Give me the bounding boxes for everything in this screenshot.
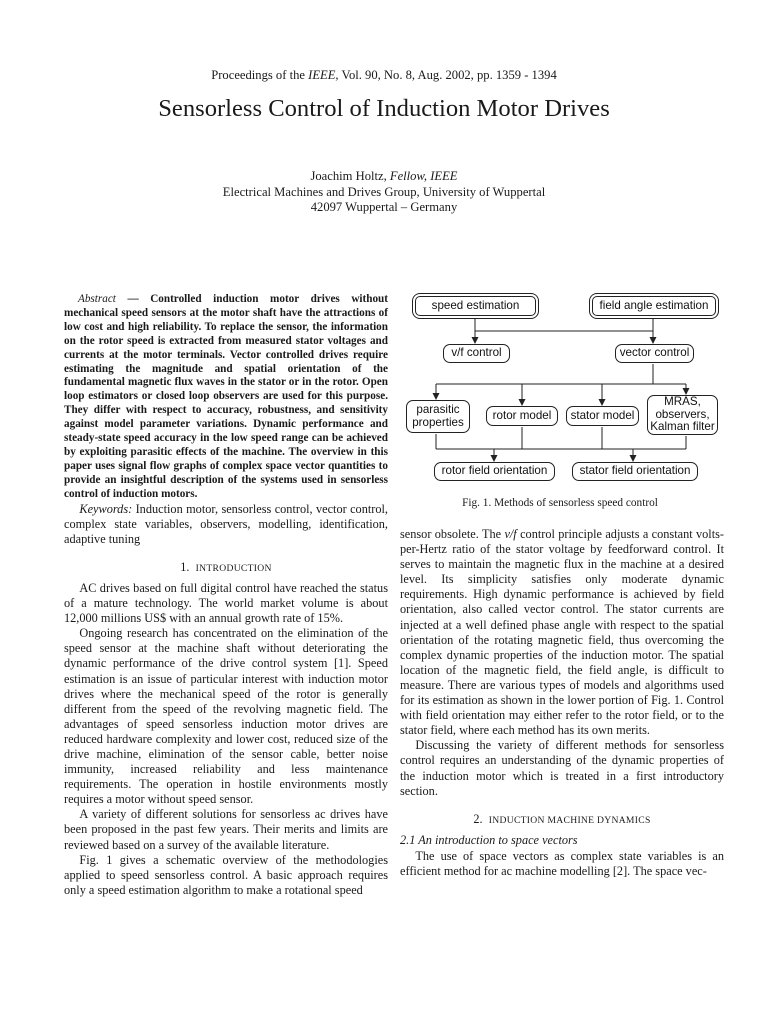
intro-paragraph-4: Fig. 1 gives a schematic overview of the methodologies applied to speed sensorless control. A basic approach requires only a speed estimation algorithm to make a rotational speed [64,852,388,897]
abstract-label: Abstract [78,293,116,305]
box-rotor-model: rotor model [486,406,558,426]
paper-title: Sensorless Control of Induction Motor Drives [158,95,610,122]
intro-paragraph-1: AC drives based on full digital control have reached the status of a mature technology. The world market volume is about 12,000 millions US$ with an annual growth rate of 15%. [64,580,388,626]
box-vector-control: vector control [615,344,694,363]
section-1-heading [64,560,388,576]
abstract-dash: — [115,293,151,305]
subsection-2-1-heading: 2.1 An introduction to space vectors [400,832,578,847]
author-name: Joachim Holtz, [310,169,387,183]
author-grade: Fellow, IEEE [389,169,458,183]
right-paragraph-1 [400,527,724,738]
author-block [0,169,768,216]
box-mras-observers-kalman: MRAS, observers, Kalman filter [647,395,718,435]
keywords [64,502,388,547]
journal-header [0,68,768,83]
intro-paragraph-3: A variety of different solutions for sensorless ac drives have been proposed in the past few years. Their merits and limits are reviewed based on a survey of the available literature. [64,807,388,852]
box-speed-estimation: speed estimation [415,296,536,316]
right-p1-vf: v/f [504,527,517,541]
header-suffix: Vol. 90, No. 8, Aug. 2002, pp. 1359 - 1394 [338,68,557,82]
box-field-angle-estimation: field angle estimation [592,296,716,316]
keywords-text: Induction motor, sensorless control, vector control, complex state variables, observers, modelling, identification, adaptive tuning [64,501,388,546]
abstract [64,293,388,502]
intro-paragraph-2: Ongoing research has concentrated on the elimination of the speed sensor at the machine shaft without deteriorating the dynamic performance of the drive control system [1]. Speed estimation is an issue of particular interest with induction motor drives where the mechanical speed of the rotor is generally different from the speed of the revolving magnetic field. The advantages of speed sensorless induction motor drives are reduced hardware complexity and lower cost, reduced size of the drive machine, elimination of the sensor cable, better noise immunity, increased reliability and less maintenance requirements. The operation in hostile environments mostly requires a motor without speed sensor. [64,626,388,807]
box-parasitic-properties: parasitic properties [406,400,470,433]
box-vf-control: v/f control [443,344,510,363]
author-affiliation: Electrical Machines and Drives Group, University of Wuppertal [222,184,546,199]
section-1-number: 1. [180,559,190,574]
author-address: 42097 Wuppertal – Germany [310,200,458,214]
abstract-text: Controlled induction motor drives without mechanical speed sensors at the motor shaft have the attractions of low cost and high reliability. To replace the sensor, the information on the rotor speed is extracted from measured stator voltages and currents at the motor terminals. Vector controlled drives require estimating the magnitude and spatial orientation of the fundamental magnetic flux waves in the stator or in the rotor. Open loop estimators or closed loop observers are used for this purpose. They differ with respect to accuracy, robustness, and sensitivity against model parameter variations. Dynamic performance and steady-state speed accuracy in the low speed range can be achieved by exploiting parasitic effects of the machine. The overview in this paper uses signal flow graphs of complex space vector quantities to provide an insightful description of the systems used in sensorless control of induction motors. [64,293,388,500]
figure-1 [400,288,720,488]
box-stator-model: stator model [566,406,639,426]
section-1-title: INTRODUCTION [195,562,272,574]
section-2-number: 2. [473,811,483,826]
right-paragraph-3: The use of space vectors as complex state variables is an efficient method for ac machine modelling [2]. The space vec- [400,848,724,878]
right-paragraph-2: Discussing the variety of different methods for sensorless control requires an understanding of the dynamic properties of the induction motor which is treated in a first introductory section. [400,738,724,798]
right-p1-rest: control principle adjusts a constant volts-per-Hertz ratio of the stator voltage by feedforward control. It serves to maintain the magnetic flux in the machine at a desired level. Its simplicity satisfies only moderate dynamic requirements. High dynamic performance is achieved by field orientation, also called vector control. The stator currents are injected at a well defined phase angle with respect to the spatial orientation of the rotating magnetic field, thus overcoming the complex dynamic properties of the induction motor. The spatial location of the magnetic field, the field angle, is difficult to measure. There are various types of models and algorithms used for its estimation as shown in the lower portion of Fig. 1. Control with field orientation may either refer to the rotor field, or to the stator field, where each method has its own merits. [400,527,725,738]
section-2-title: INDUCTION MACHINE DYNAMICS [488,814,651,826]
right-p1-start: sensor obsolete. The [400,527,505,541]
section-2-heading [400,812,724,828]
left-column [64,293,388,898]
right-column [400,527,724,879]
box-rotor-field-orientation: rotor field orientation [434,462,555,481]
header-prefix: Proceedings of the [211,68,309,82]
figure-connectors [400,288,720,488]
box-stator-field-orientation: stator field orientation [572,462,698,481]
author-line [0,169,768,185]
header-journal: IEEE, [308,68,339,82]
figure-1-caption: Fig. 1. Methods of sensorless speed control [462,497,658,509]
keywords-label: Keywords: [79,501,133,516]
